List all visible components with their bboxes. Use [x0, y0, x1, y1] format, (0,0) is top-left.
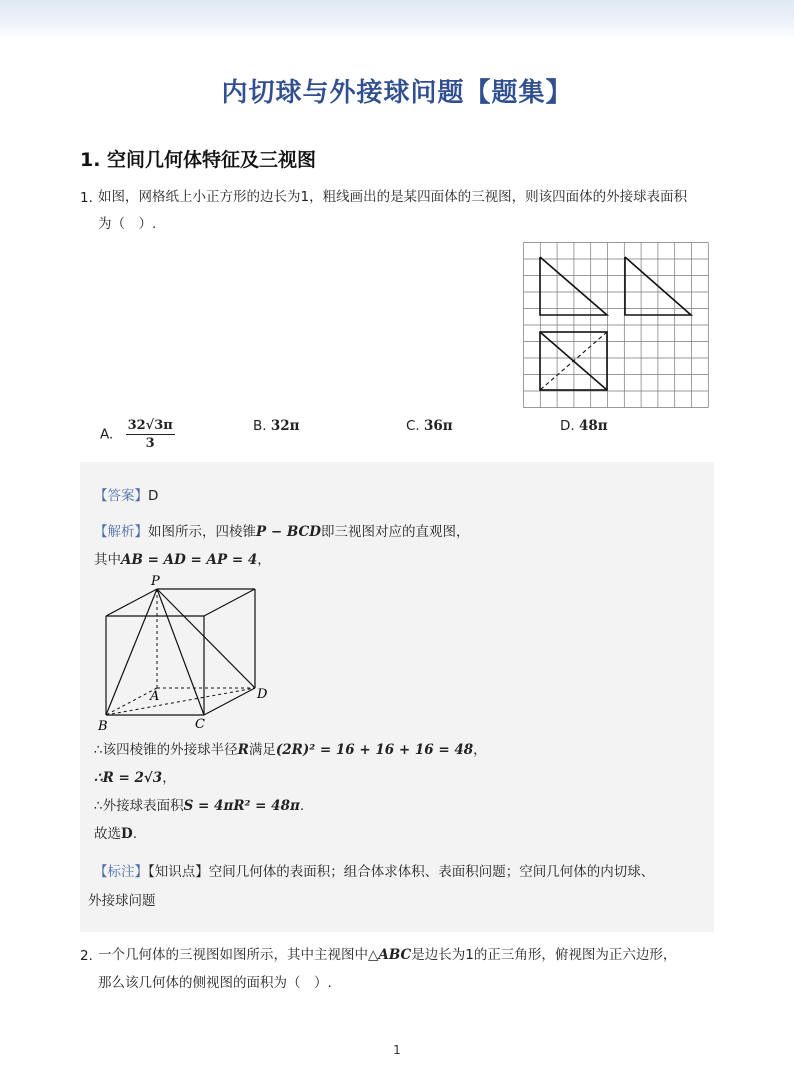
conclusion-post: .: [132, 826, 138, 842]
answer-tag: 【答案】: [94, 488, 148, 504]
analysis-math: P − BCD: [256, 524, 321, 540]
step3-post: .: [299, 798, 305, 814]
step1-var: R: [237, 742, 249, 758]
label-d: D: [257, 687, 268, 702]
q2-line1-post: 是边长为1的正三角形，俯视图为正六边形，: [411, 947, 677, 963]
step1-math: (2R)² = 16 + 16 + 16 = 48: [275, 742, 474, 758]
conclusion-line: [94, 822, 137, 842]
step1-post: ，: [473, 742, 487, 758]
analysis-line1: [94, 520, 469, 540]
header-band: [0, 0, 794, 40]
choice-a-numerator: 32√3π: [127, 418, 173, 433]
label-c: C: [195, 717, 205, 732]
analysis-text-post: 即三视图对应的直观图，: [320, 524, 470, 540]
q2-text-line2: 那么该几何体的侧视图的面积为（ ）.: [98, 975, 332, 991]
note-line2: 外接球问题: [88, 893, 156, 909]
choice-c-label: C.: [406, 418, 420, 434]
choice-b-value: 32π: [270, 418, 300, 434]
step3-line: [94, 794, 304, 814]
choice-c[interactable]: [406, 418, 453, 434]
choice-a-label: A.: [100, 426, 114, 443]
q2-line1-math: △ABC: [368, 947, 412, 963]
line2-math: AB = AD = AP = 4: [121, 552, 258, 568]
line2-post: ，: [257, 552, 271, 568]
choice-d-value: 48π: [578, 418, 608, 434]
choice-d[interactable]: [560, 418, 608, 434]
step3-pre: ∴外接球表面积: [94, 798, 184, 814]
label-a: A: [150, 689, 160, 704]
step1-line: [94, 738, 487, 758]
q1-text-line1: 如图，网格纸上小正方形的边长为1，粗线画出的是某四面体的三视图，则该四面体的外接球表面积: [98, 189, 688, 205]
step3-math: S = 4πR² = 48π: [183, 798, 300, 814]
q2-text-line1: [98, 942, 718, 969]
q1-text-line2: 为（ ）.: [98, 216, 157, 232]
q1-number: 1.: [80, 190, 93, 206]
answer-panel: [80, 462, 714, 932]
label-p: P: [151, 574, 160, 589]
conclusion-pre: 故选: [94, 826, 121, 842]
analysis-tag: 【解析】: [94, 524, 148, 540]
choice-a-denominator: 3: [145, 436, 155, 451]
document-title: 内切球与外接球问题【题集】: [221, 78, 573, 108]
step2-math: ∴R = 2√3: [94, 770, 163, 786]
note-text-line1: 【知识点】空间几何体的表面积；组合体求体积、表面积问题；空间几何体的内切球、: [148, 864, 655, 880]
q2-line1-pre: 一个几何体的三视图如图所示，其中主视图中: [98, 947, 368, 963]
note-line1: [94, 860, 654, 880]
page-number: 1: [393, 1043, 401, 1057]
step2-line: [94, 766, 176, 786]
choice-a[interactable]: [100, 418, 175, 451]
front-view-triangle: [540, 257, 607, 315]
choice-a-fraction: [126, 418, 175, 451]
label-b: B: [98, 719, 108, 734]
choice-b[interactable]: [253, 418, 300, 434]
line2-pre: 其中: [94, 552, 121, 568]
three-view-grid-figure: [523, 242, 711, 408]
note-tag: 【标注】: [94, 864, 148, 880]
step1-mid: 满足: [248, 742, 276, 758]
step1-pre: ∴该四棱锥的外接球半径: [94, 742, 238, 758]
pyramid-cube-figure: [94, 574, 294, 734]
analysis-text-pre: 如图所示，四棱锥: [148, 524, 256, 540]
choice-b-label: B.: [253, 418, 267, 434]
choice-d-label: D.: [560, 418, 575, 434]
analysis-line2: [94, 548, 271, 568]
answer-value: D: [148, 488, 159, 504]
choice-c-value: 36π: [424, 418, 453, 434]
section-heading: 1. 空间几何体特征及三视图: [80, 149, 317, 171]
step2-post: ，: [162, 770, 176, 786]
answer-line: [94, 484, 158, 504]
conclusion-value: D: [121, 826, 133, 842]
q2-number: 2.: [80, 948, 93, 964]
